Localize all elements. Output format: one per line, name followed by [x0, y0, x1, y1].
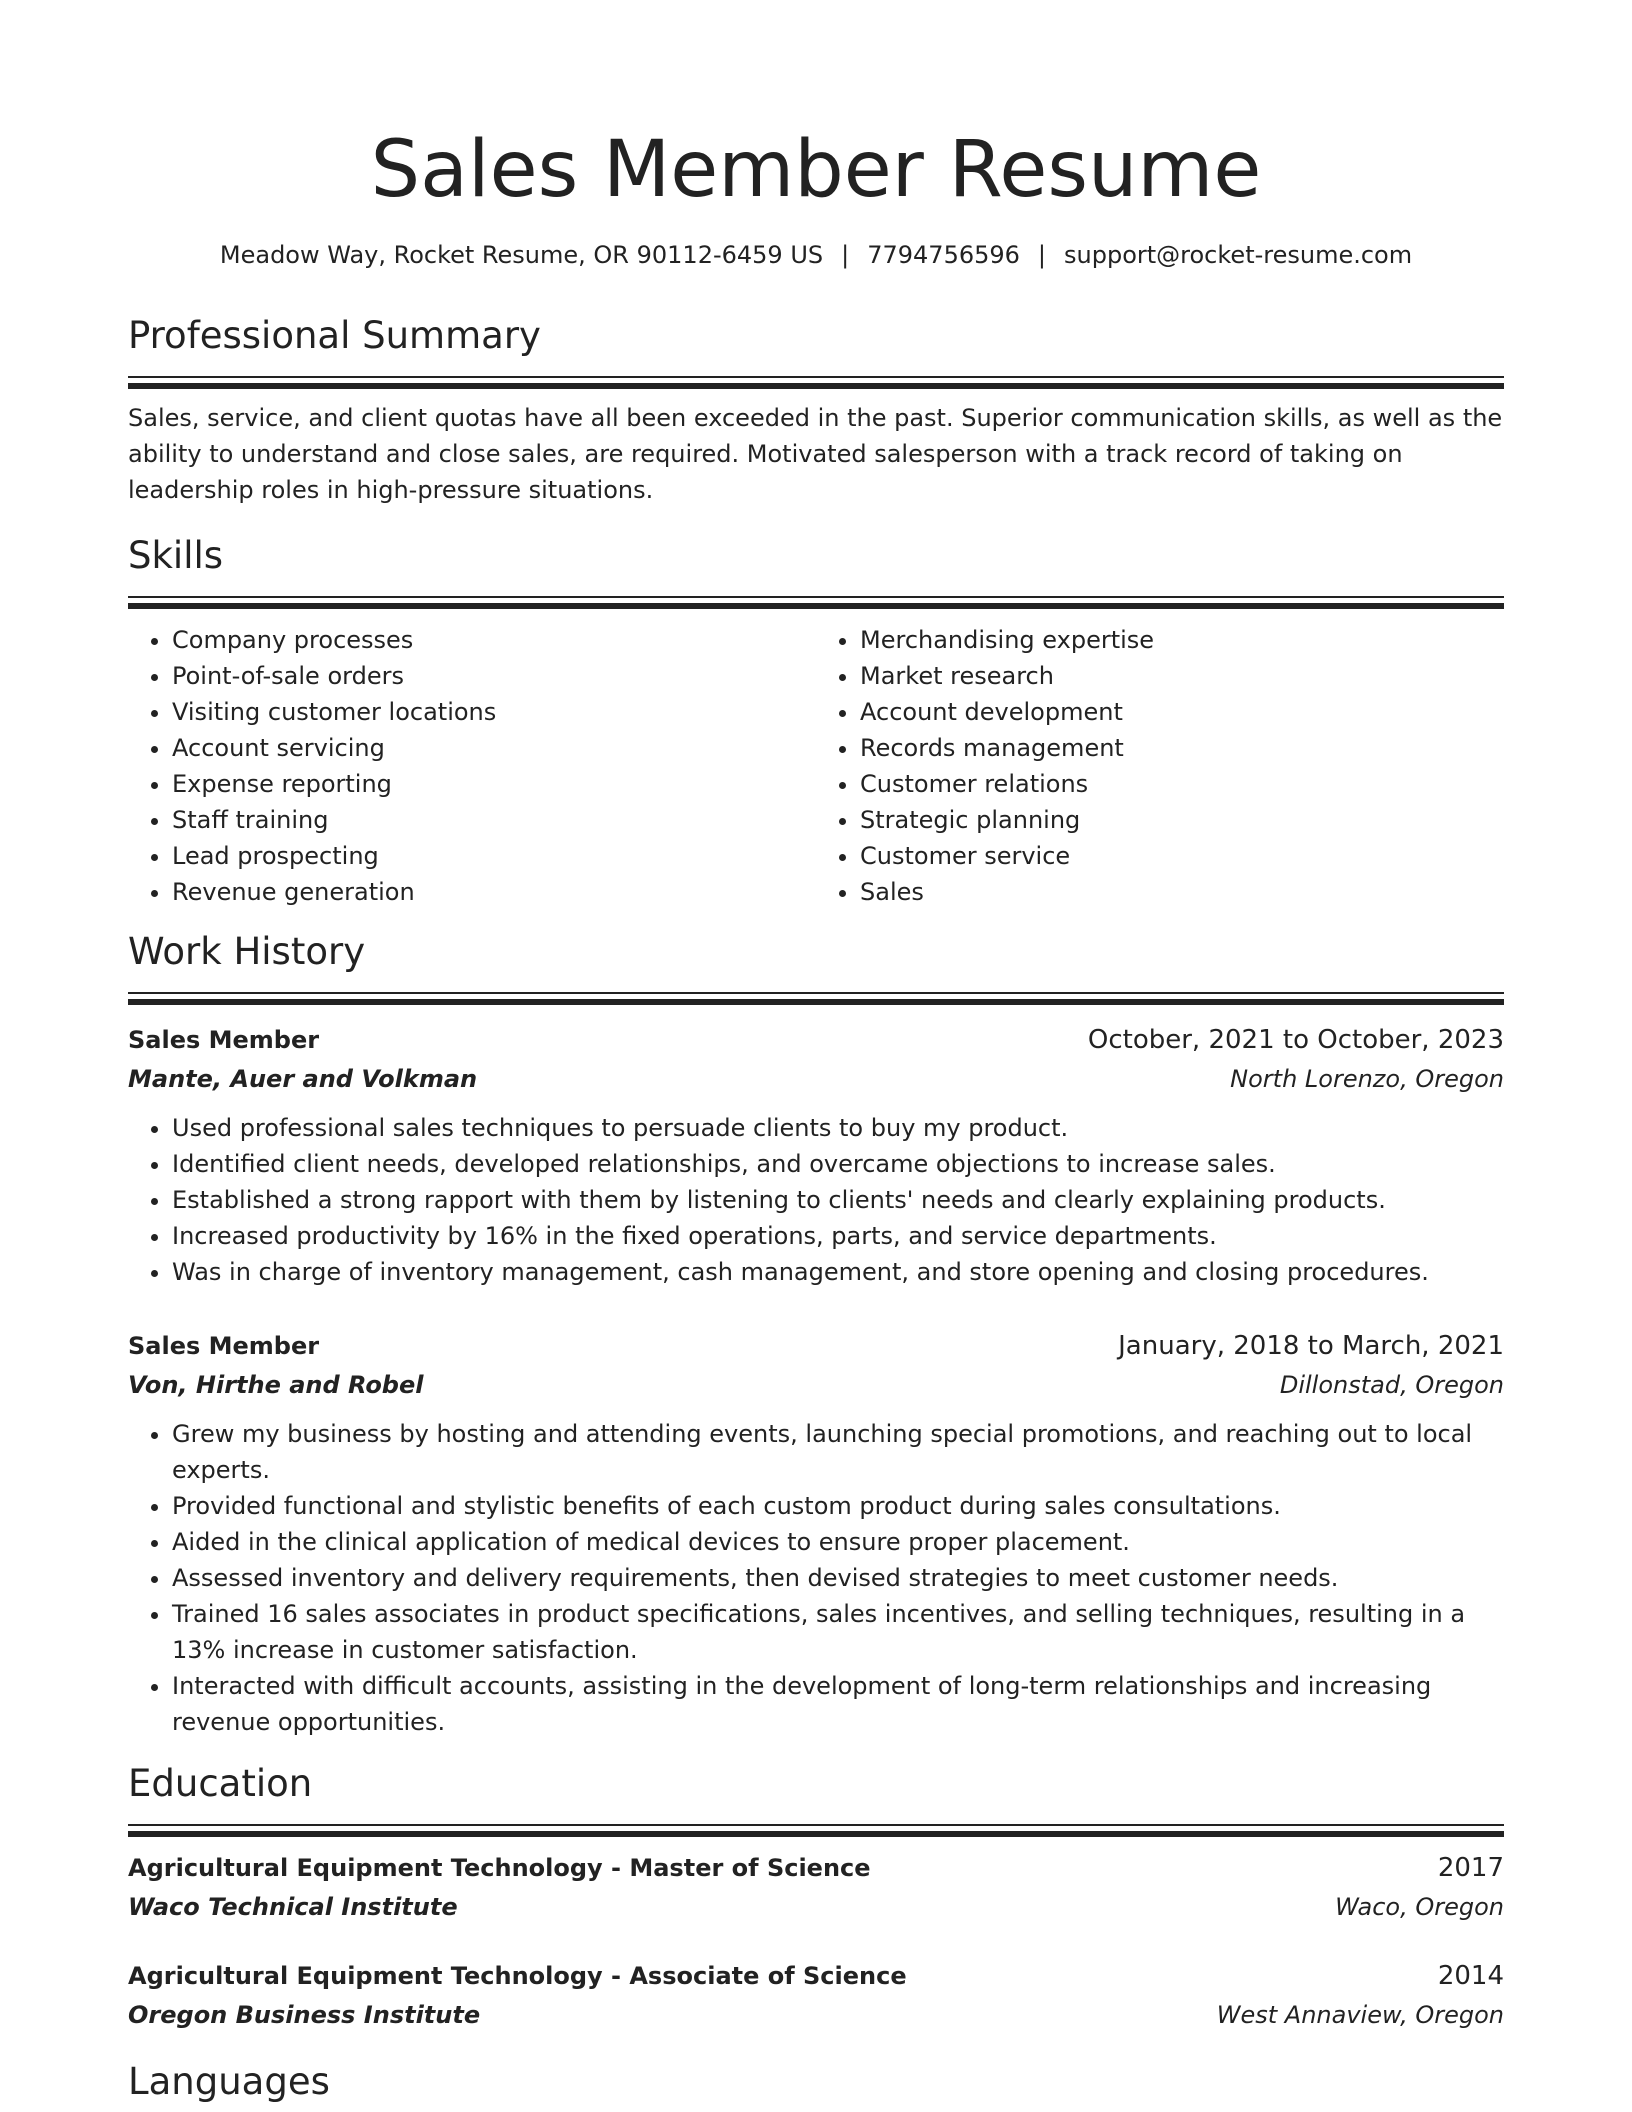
job-bullets [128, 1110, 1504, 1290]
section-divider [128, 992, 1504, 1006]
skill-item: • Account development [860, 694, 1504, 730]
job-title: Sales Member [128, 1332, 320, 1360]
education-degree: Agricultural Equipment Technology - Associate of Science [128, 1962, 907, 1990]
education-location: Waco, Oregon [1335, 1893, 1504, 1921]
skill-item: • Revenue generation [172, 874, 816, 910]
job-bullet: • Aided in the clinical application of medical devices to ensure proper placement. [172, 1524, 1504, 1560]
section-heading-work: Work History [128, 930, 366, 973]
section-divider [128, 596, 1504, 610]
summary-section [128, 312, 1504, 508]
job-entry [128, 1020, 1504, 1290]
section-heading-languages: Languages [128, 2060, 330, 2103]
education-entry [128, 1956, 1504, 2034]
section-heading-education: Education [128, 1762, 313, 1805]
contact-line [128, 238, 1504, 272]
job-bullet: • Was in charge of inventory management, cash management, and store opening and closing procedures. [172, 1254, 1504, 1290]
education-degree: Agricultural Equipment Technology - Master of Science [128, 1854, 871, 1882]
job-bullet: • Assessed inventory and delivery requirements, then devised strategies to meet customer needs. [172, 1560, 1504, 1596]
contact-phone: 7794756596 [867, 241, 1020, 269]
skill-item: • Company processes [172, 622, 816, 658]
skill-item: • Customer relations [860, 766, 1504, 802]
job-bullet: • Provided functional and stylistic benefits of each custom product during sales consultations. [172, 1488, 1504, 1524]
job-bullet: • Identified client needs, developed relationships, and overcame objections to increase sales. [172, 1146, 1504, 1182]
education-year: 2017 [1437, 1853, 1504, 1883]
job-bullet: • Grew my business by hosting and attending events, launching special promotions, and reaching out to local experts. [172, 1416, 1504, 1488]
contact-separator: | [841, 241, 850, 269]
job-bullet: • Established a strong rapport with them by listening to clients' needs and clearly explaining products. [172, 1182, 1504, 1218]
job-company: Mante, Auer and Volkman [128, 1065, 478, 1093]
education-school: Waco Technical Institute [128, 1893, 458, 1921]
job-bullet: • Trained 16 sales associates in product specifications, sales incentives, and selling techniques, resulting in a 13% increase in customer satisfaction. [172, 1596, 1504, 1668]
section-divider [128, 1824, 1504, 1838]
job-dates: October, 2021 to October, 2023 [1087, 1025, 1504, 1055]
skill-item: • Strategic planning [860, 802, 1504, 838]
education-year: 2014 [1437, 1961, 1504, 1991]
skill-item: • Point-of-sale orders [172, 658, 816, 694]
section-divider [128, 376, 1504, 390]
skills-columns [128, 622, 1504, 910]
skills-list-left [128, 622, 816, 910]
job-bullet: • Increased productivity by 16% in the fixed operations, parts, and service departments. [172, 1218, 1504, 1254]
resume-page [128, 0, 1504, 2106]
job-bullet: • Interacted with difficult accounts, assisting in the development of long-term relationships and increasing revenue opportunities. [172, 1668, 1504, 1740]
job-company: Von, Hirthe and Robel [128, 1371, 424, 1399]
contact-email: support@rocket-resume.com [1064, 241, 1413, 269]
skills-section [128, 532, 1504, 910]
job-entry [128, 1326, 1504, 1740]
job-location: Dillonstad, Oregon [1279, 1371, 1504, 1399]
skill-item: • Expense reporting [172, 766, 816, 802]
skill-item: • Customer service [860, 838, 1504, 874]
contact-separator: | [1037, 241, 1047, 269]
education-school: Oregon Business Institute [128, 2001, 481, 2029]
skill-item: • Staff training [172, 802, 816, 838]
skill-item: • Lead prospecting [172, 838, 816, 874]
skill-item: • Sales [860, 874, 1504, 910]
education-entry [128, 1848, 1504, 1926]
section-heading-skills: Skills [128, 534, 224, 577]
job-location: North Lorenzo, Oregon [1230, 1065, 1504, 1093]
contact-address: Meadow Way, Rocket Resume, OR 90112-6459 US [219, 241, 824, 269]
job-bullets [128, 1416, 1504, 1740]
education-location: West Annaview, Oregon [1216, 2001, 1504, 2029]
job-dates: January, 2018 to March, 2021 [1118, 1331, 1504, 1361]
skill-item: • Market research [860, 658, 1504, 694]
resume-title: Sales Member Resume [370, 125, 1262, 215]
skills-list-right [816, 622, 1504, 910]
section-heading-summary: Professional Summary [128, 314, 541, 357]
job-bullet: • Used professional sales techniques to persuade clients to buy my product. [172, 1110, 1504, 1146]
education-section [128, 1760, 1504, 2034]
skill-item: • Visiting customer locations [172, 694, 816, 730]
work-section [128, 928, 1504, 1740]
summary-text: Sales, service, and client quotas have all been exceeded in the past. Superior communication skills, as well as the ability to understand and close sales, are required. Motivated salesperson with a track record of taking on leadership roles in high-pressure situations. [128, 404, 1503, 504]
skill-item: • Records management [860, 730, 1504, 766]
job-title: Sales Member [128, 1026, 320, 1054]
skill-item: • Merchandising expertise [860, 622, 1504, 658]
skill-item: • Account servicing [172, 730, 816, 766]
